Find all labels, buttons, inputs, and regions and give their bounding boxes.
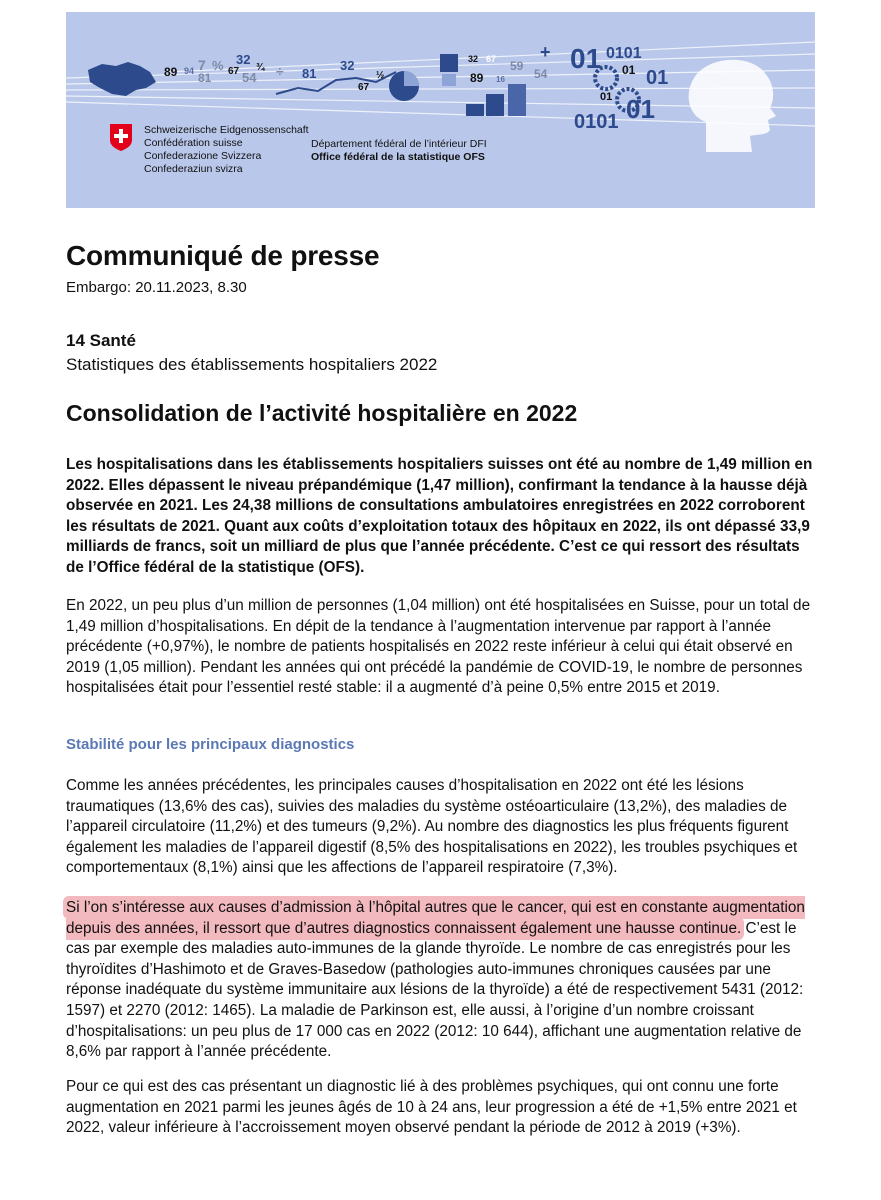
svg-text:67: 67: [358, 82, 370, 93]
svg-text:0101: 0101: [606, 45, 642, 62]
office-name: Office fédéral de la statistique OFS: [311, 151, 485, 163]
svg-text:67: 67: [486, 54, 497, 64]
banner-graphic: [66, 12, 815, 208]
svg-text:01: 01: [600, 91, 613, 103]
svg-text:0101: 0101: [574, 111, 619, 133]
paragraph-3: [66, 898, 816, 1063]
federation-de: Schweizerische Eidgenossenschaft: [144, 124, 309, 136]
svg-text:81: 81: [302, 66, 317, 81]
svg-text:%: %: [212, 58, 224, 73]
svg-text:01: 01: [626, 94, 655, 124]
department-name: Département fédéral de l’intérieur DFI: [311, 138, 487, 150]
svg-text:01: 01: [646, 67, 669, 89]
paragraph-4: Pour ce qui est des cas présentant un diagnostic lié à des problèmes psychiques, qui ont connu une forte augmentation en 2021 parmi les jeunes âgés de 10 à 24 ans, leur progression a été de +1,5% entre 2021 et 2022, valeur inférieure à l’accroissement moyen observé pendant la période de 2012 à 2019 (+3%).: [66, 1078, 797, 1137]
svg-text:59: 59: [510, 59, 524, 73]
svg-text:32: 32: [340, 58, 355, 73]
svg-text:01: 01: [622, 63, 636, 77]
svg-text:7: 7: [198, 57, 206, 73]
federation-names: [144, 124, 309, 176]
federation-fr: Confédération suisse: [144, 137, 243, 149]
section-title: Statistiques des établissements hospitaliers 2022: [66, 355, 438, 374]
switzerland-map-icon: [88, 62, 156, 96]
page-title: Communiqué de presse: [66, 240, 380, 271]
swiss-cross-icon: [110, 124, 132, 151]
svg-text:81: 81: [198, 71, 212, 85]
department-block: [311, 138, 487, 164]
svg-text:32: 32: [236, 52, 251, 67]
svg-text:01: 01: [570, 43, 602, 74]
federation-rm: Confederaziun svizra: [144, 163, 243, 175]
embargo-date: Embargo: 20.11.2023, 8.30: [66, 279, 247, 296]
paragraph-2: Comme les années précédentes, les principales causes d’hospitalisation en 2022 ont été les lésions traumatiques (13,6% des cas), suivies des maladies du système ostéoarticulaire (13,2%), des maladies de l’appareil circulatoire (11,2%) et des tumeurs (9,2%). Au nombre des diagnostics les plus fréquents figurent également les maladies de l’appareil digestif (8,5% des hospitalisations en 2022), les troubles psychiques et comportementaux (8,1%) ainsi que les affections de l’appareil respiratoire (7,3%).: [66, 777, 798, 877]
svg-text:94: 94: [184, 66, 195, 76]
svg-text:67: 67: [228, 66, 240, 77]
svg-text:¾: ¾: [256, 62, 265, 73]
svg-text:54: 54: [242, 70, 257, 85]
svg-text:54: 54: [534, 67, 548, 81]
paragraph-1: En 2022, un peu plus d’un million de personnes (1,04 million) ont été hospitalisées en Suisse, pour un total de 1,49 million d’hospitalisations. En dépit de la tendance à l’augmentation intervenue par rapport à l’année précédente (+0,97%), le nombre de patients hospitalisés en 2022 reste inférieur à celui qui était observé en 2019 (1,05 million). Pendant les années qui ont précédé la pandémie de COVID-19, le nombre de personnes hospitalisées était pour l’essentiel resté stable: il a augmenté d’à peine 0,5% entre 2015 et 2019.: [66, 597, 811, 697]
section-number: 14 Santé: [66, 331, 136, 350]
article-title: Consolidation de l’activité hospitalière en 2022: [66, 400, 578, 426]
paragraph-3-rest: C’est le cas par exemple des maladies auto-immunes de la glande thyroïde. Le nombre de cas enregistrés pour les thyroïdites d’Hashimoto et de Graves-Basedow (pathologies auto-immunes chroniques causées par une réponse inadéquate du système immunitaire aux lésions de la thyroïde) a été de respectivement 5431 (2012: 1597) et 2270 (2012: 1465). La maladie de Parkinson est, elle aussi, à l’origine d’un nombre croissant d’hospitalisations: un peu plus de 17 000 cas en 2022 (2012: 10 644), affichant une augmentation relative de 8,6% par rapport à l’année précédente.: [66, 919, 804, 1061]
svg-text:89: 89: [470, 71, 484, 85]
header-banner: [66, 12, 815, 208]
subheading: Stabilité pour les principaux diagnostics: [66, 736, 355, 753]
head-profile-icon: [689, 60, 776, 152]
lead-paragraph: Les hospitalisations dans les établissements hospitaliers suisses ont été au nombre de 1,49 million en 2022. Elles dépassent le niveau prépandémique (1,47 million), confirmant la tendance à la hausse déjà observée en 2021. Les 24,38 millions de consultations ambulatoires enregistrées en 2022 corroborent les résultats de 2021. Quant aux coûts d’exploitation totaux des hôpitaux en 2022, ils ont dépassé 33,9 milliards de francs, soit un milliard de plus que l’année précédente. C’est ce qui ressort des résultats de l’Office fédéral de la statistique (OFS).: [66, 456, 813, 576]
svg-text:32: 32: [468, 54, 479, 64]
bar-icon: [440, 54, 458, 72]
svg-text:+: +: [540, 42, 551, 62]
svg-text:16: 16: [496, 75, 505, 84]
federation-it: Confederazione Svizzera: [144, 150, 262, 162]
svg-text:÷: ÷: [276, 63, 284, 79]
svg-text:89: 89: [164, 65, 178, 79]
svg-text:½: ½: [376, 70, 385, 81]
highlighted-text: Si l’on s’intéresse aux causes d’admission à l’hôpital autres que le cancer, qui est en constante augmentation depuis des années, il ressort que d’autres diagnostics connaissent également une hausse continue.: [66, 899, 805, 937]
